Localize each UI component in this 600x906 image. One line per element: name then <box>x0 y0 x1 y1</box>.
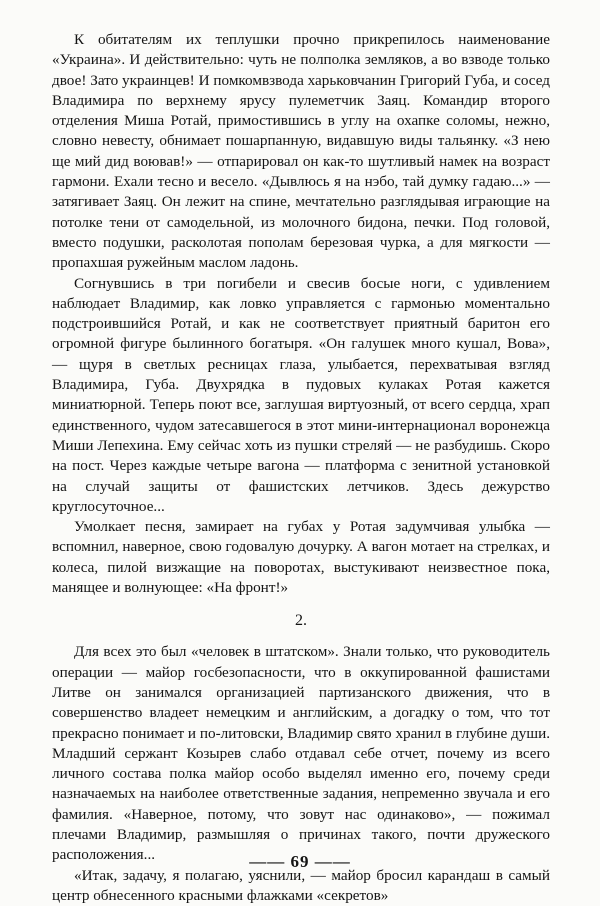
paragraph-ukraina: К обитателям их теплушки прочно прикрепилось наименование «Украина». И действительно: чуть не полполка земляков, а во взводе только двое! Зато украинцев! И помкомвзвода харьковчанин Григорий Губа, и сосед Владимира по верхнему ярусу пулеметчик Заяц. Командир второго отделения Миша Ротай, примостившись в углу на охапке соломы, нежно, словно невесту, обнимает пошарпанную, видавшую виды тальянку. «З нею ще мий дид воював!» — отпарировал он как-то шутливый намек на возраст гармони. Ехали тесно и весело. «Дывлюсь я на нэбо, тай думку гадаю...» — затягивает Заяц. Он лежит на спине, мечтательно разглядывая играющие на потолке тени от самодельной, из молочного бидона, печки. Под головой, вместо подушки, расколотая пополам березовая чурка, а для мягкости — пропахшая ружейным маслом ладонь. <box>52 31 550 272</box>
page-number: —— 69 —— <box>249 852 351 871</box>
paragraph-song-ends: Умолкает песня, замирает на губах у Ротая задумчивая улыбка — вспомнил, наверное, свою годовалую дочурку. А вагон мотает на стрелках, и колеса, пилой визжащие на поворотах, выстукивают неизвестное пока, манящее и волнующее: «На фронт!» <box>52 518 550 597</box>
paragraph-major-pencil: «Итак, задачу, я полагаю, уяснили, — майор бросил карандаш в самый центр обнесенного красными флажками «секретов» <box>52 866 550 904</box>
section-number: 2. <box>295 612 307 630</box>
paragraph-rotai-accordion: Согнувшись в три погибели и свесив босые ноги, с удивлением наблюдает Владимир, как ловко управляется с гармонью моментально подстроившийся Ротай, и как не соответствует приятный баритон его огромной фигуре былинного богатыря. «Он галушек много кушал, Вова», — щуря в светлых ресницах глаза, улыбается, перехватывая взгляд Владимира, Губа. Двухрядка в пудовых кулаках Ротая кажется миниатюрной. Теперь поют все, заглушая виртуозный, от всего сердца, храп единственного, чудом затесавшегося в этот мини-интернационал воронежца Миши Лепехина. Ему сейчас хоть из пушки стреляй — не разбудишь. Скоро на пост. Через каждые четыре вагона — платформа с зенитной установкой на случай защиты от фашистских летчиков. Здесь дежурство круглосуточное... <box>52 274 550 515</box>
paragraph-man-in-civilian: Для всех это был «человек в штатском». Знали только, что руководитель операции — майор госбезопасности, что в оккупированной фашистами Литве он занимался организацией партизанского движения, что в совершенство владеет немецким и английским, а догадку о том, что тот прекрасно понимает и по-литовски, Владимир свято хранил в глубине души. Младший сержант Козырев слабо отдавал себе отчет, почему из всего личного состава полка майор особо выделял именно его, почему среди назначаемых на наиболее ответственные задания, непременно звучала и его фамилия. «Наверное, потому, что зовут нас одинаково», — пожимал плечами Владимир, размышляя о причинах такого, почти дружеского расположения... <box>52 643 550 864</box>
